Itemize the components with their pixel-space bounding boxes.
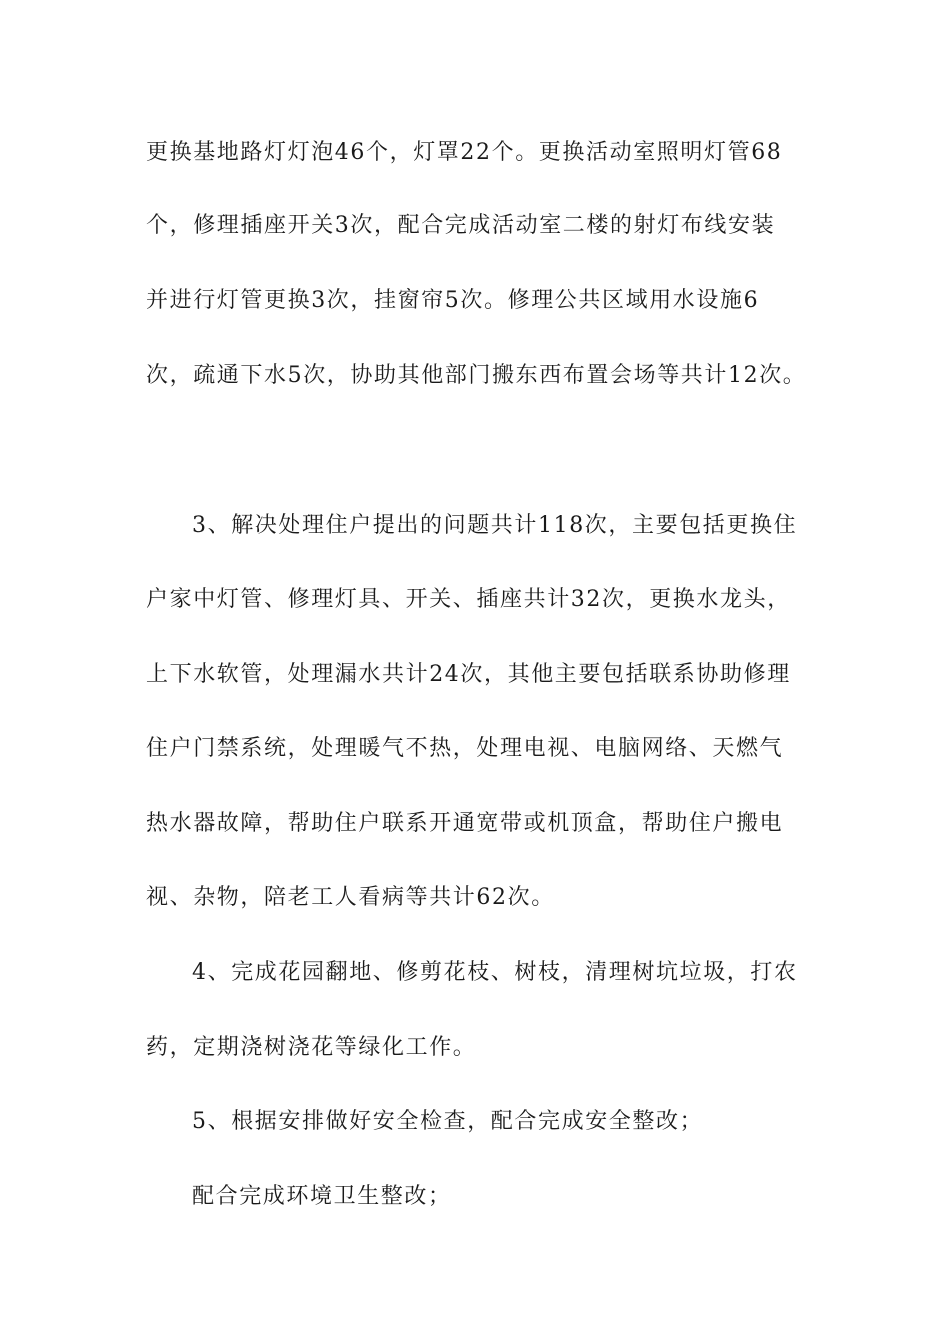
text-line: 上下水软管，处理漏水共计24次，其他主要包括联系协助修理	[146, 662, 791, 687]
text-line: 并进行灯管更换3次，挂窗帘5次。修理公共区域用水设施6	[146, 288, 760, 313]
text-line: 住户门禁系统，处理暖气不热，处理电视、电脑网络、天燃气	[146, 736, 784, 761]
paragraph-4-first-line: 4、完成花园翻地、修剪花枝、树枝，清理树坑垃圾，打农	[192, 960, 798, 985]
text-line: 户家中灯管、修理灯具、开关、插座共计32次，更换水龙头，	[146, 587, 791, 612]
paragraph-6-first-line: 配合完成环境卫生整改；	[192, 1184, 452, 1209]
text-line: 次，疏通下水5次，协助其他部门搬东西布置会场等共计12次。	[146, 363, 807, 388]
paragraph-5-first-line: 5、根据安排做好安全检查，配合完成安全整改；	[192, 1109, 704, 1134]
text-line: 热水器故障，帮助住户联系开通宽带或机顶盒，帮助住户搬电	[146, 811, 784, 836]
text-line: 药，定期浇树浇花等绿化工作。	[146, 1035, 477, 1060]
text-line: 视、杂物，陪老工人看病等共计62次。	[146, 885, 555, 910]
text-line: 更换基地路灯灯泡46个，灯罩22个。更换活动室照明灯管68	[146, 140, 783, 165]
paragraph-3-first-line: 3、解决处理住户提出的问题共计118次，主要包括更换住	[192, 513, 798, 538]
text-line: 个，修理插座开关3次，配合完成活动室二楼的射灯布线安装	[146, 213, 776, 238]
